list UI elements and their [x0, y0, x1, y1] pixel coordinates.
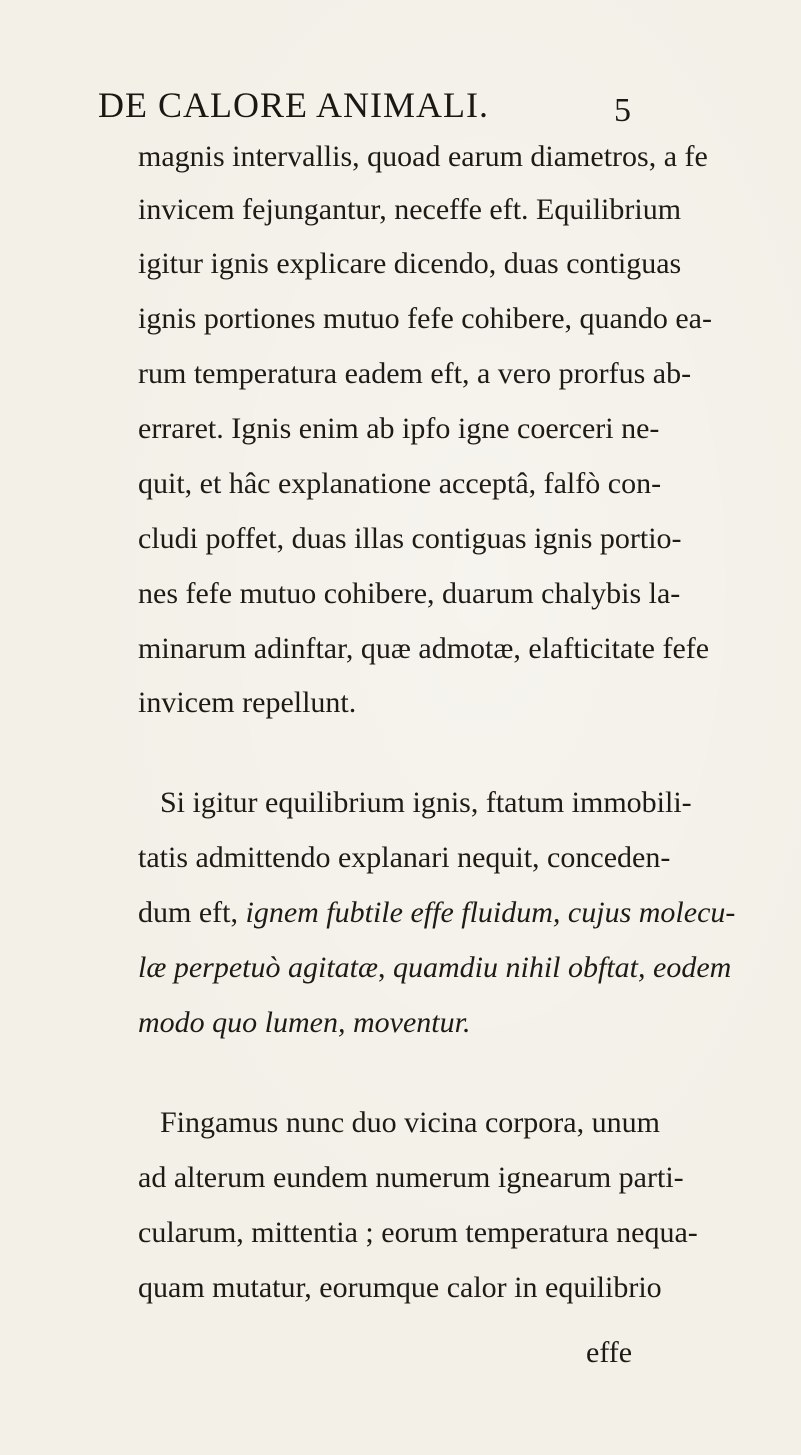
text-line: invicem fejungantur, neceffe eft. Equilibrium [138, 193, 682, 226]
text-line: ad alterum eundem numerum ignearum parti- [138, 1161, 684, 1194]
text-line: ignis portiones mutuo fefe cohibere, quando ea- [138, 302, 712, 335]
catchword: effe [586, 1336, 633, 1369]
text-line: quit, et hâc explanatione acceptâ, falfò con- [138, 467, 662, 500]
text-line: invicem repellunt. [138, 686, 357, 719]
italic-text: quamdiu nihil obftat, eodem [393, 951, 732, 984]
text-line [138, 1006, 638, 1040]
text-line: nes fefe mutuo cohibere, duarum chalybis la- [138, 577, 681, 610]
running-title: DE CALORE ANIMALI. [98, 85, 489, 125]
text-line: cludi poffet, duas illas contiguas ignis portio- [138, 522, 682, 555]
text-line: igitur ignis explicare dicendo, duas contiguas [138, 247, 682, 280]
text-line: Fingamus nunc duo vicina corpora, unum [160, 1106, 660, 1139]
italic-text: modo quo lumen, moventur. [138, 1006, 471, 1039]
text-line: magnis intervallis, quoad earum diametros, a fe [138, 140, 708, 173]
italic-text: læ perpetuò agitatæ [138, 951, 378, 984]
text-line: minarum adinftar, quæ admotæ, elafticitate fefe [138, 632, 710, 665]
roman-text: dum eft, [138, 896, 246, 929]
text-line: rum temperatura eadem eft, a vero prorfus ab- [138, 357, 692, 390]
text-line: tatis admittendo explanari nequit, conceden- [138, 841, 671, 874]
text-line: Si igitur equilibrium ignis, ftatum immobili- [160, 786, 692, 819]
text-line [138, 896, 736, 930]
text-line [138, 951, 732, 985]
text-line: erraret. Ignis enim ab ipfo igne coerceri ne- [138, 412, 660, 445]
roman-text: , [378, 951, 393, 984]
text-line: quam mutatur, eorumque calor in equilibrio [138, 1271, 662, 1304]
italic-text: ignem fubtile effe fluidum, cujus molecu- [245, 896, 736, 929]
text-line: cularum, mittentia ; eorum temperatura nequa- [138, 1216, 698, 1249]
page-number: 5 [614, 92, 631, 129]
